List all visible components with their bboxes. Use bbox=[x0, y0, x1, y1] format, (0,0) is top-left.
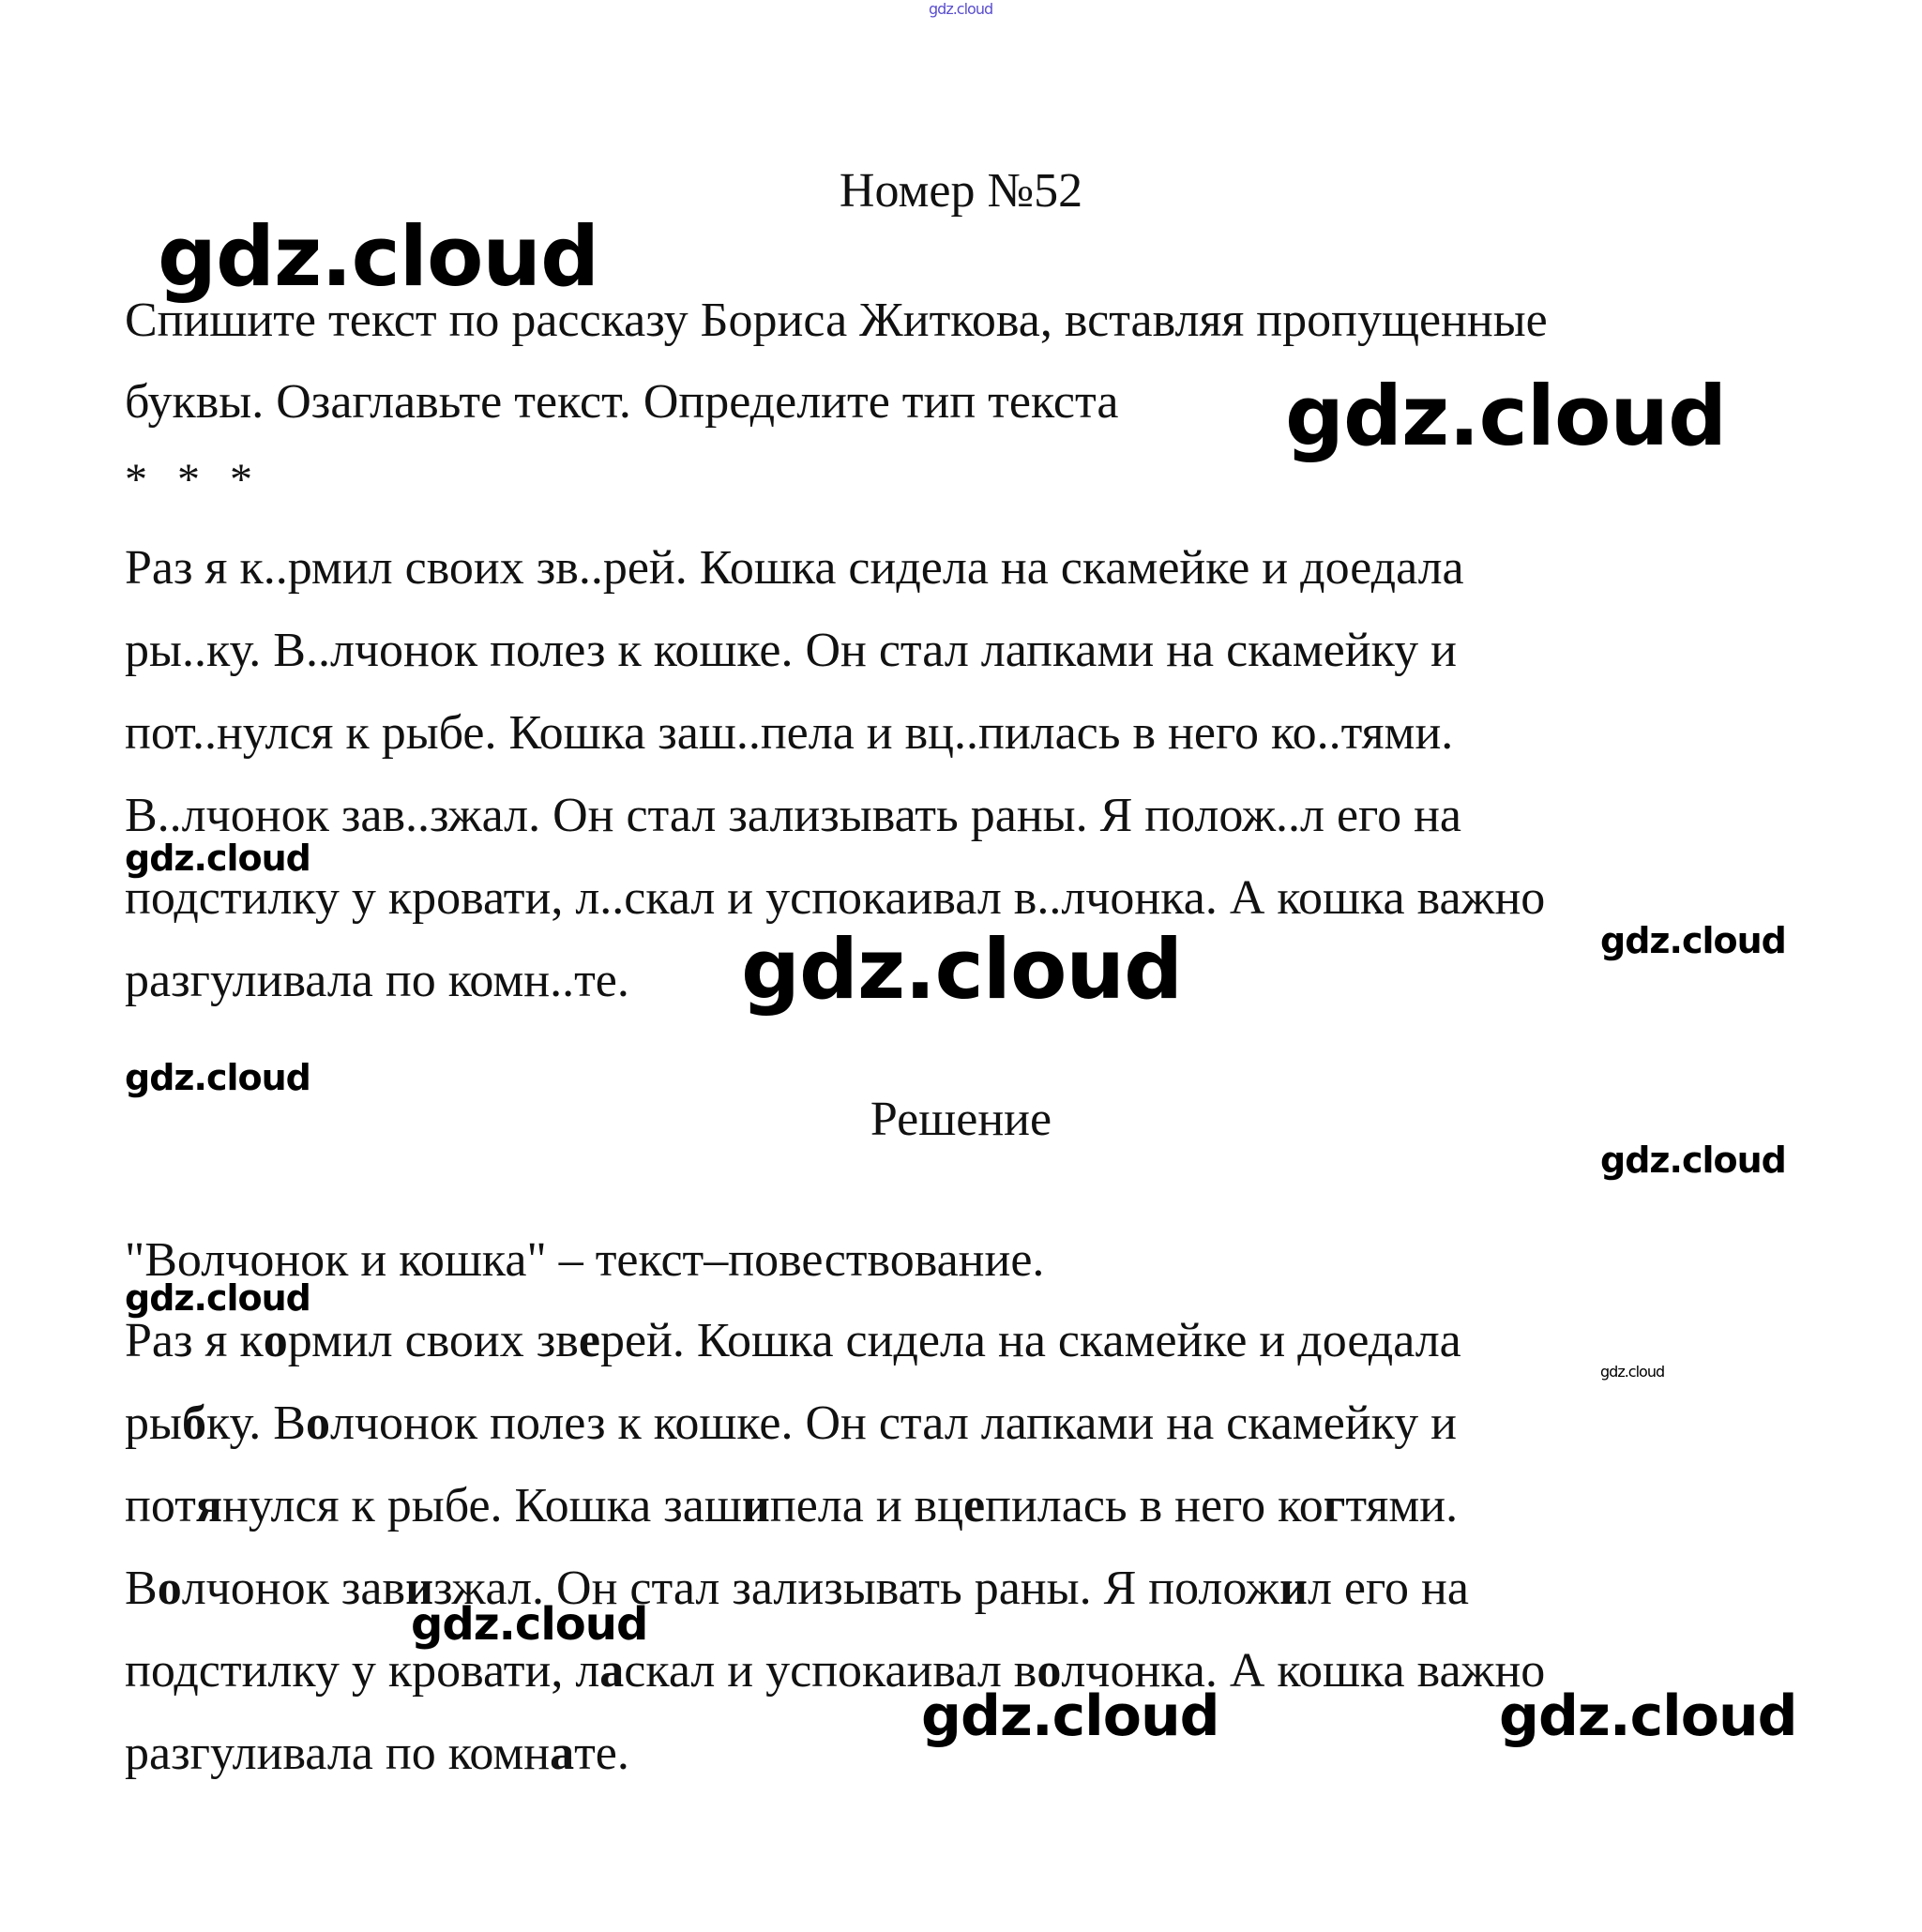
solution-text: ку. В bbox=[205, 1396, 306, 1450]
solution-line bbox=[125, 1396, 1457, 1450]
watermark: gdz.cloud bbox=[125, 838, 310, 879]
solution-text: л его на bbox=[1307, 1562, 1469, 1615]
solution-line bbox=[125, 1564, 1469, 1613]
inserted-letter: о bbox=[305, 1396, 330, 1450]
solution-text: зжал. Он стал зализывать раны. Я полож bbox=[433, 1562, 1279, 1615]
solution-line bbox=[125, 1644, 1546, 1698]
watermark: gdz.cloud bbox=[921, 1683, 1219, 1749]
solution-text: лчонок зав bbox=[181, 1562, 406, 1615]
task-line: В..лчонок зав..зжал. Он стал зализывать раны. Я полож..л его на bbox=[125, 789, 1461, 842]
watermark: gdz.cloud bbox=[1600, 920, 1786, 961]
solution-text: пела и вц bbox=[769, 1479, 964, 1532]
watermark: gdz.cloud bbox=[125, 1277, 310, 1319]
inserted-letter: и bbox=[741, 1479, 770, 1532]
task-line: Раз я к..рмил своих зв..рей. Кошка сидела на скамейке и доедала bbox=[125, 541, 1464, 595]
inserted-letter: а bbox=[599, 1644, 625, 1698]
inserted-letter: о bbox=[263, 1314, 288, 1367]
answer-title: "Волчонок и кошка" – текст–повествование. bbox=[125, 1233, 1045, 1287]
watermark: gdz.cloud bbox=[158, 208, 599, 305]
instruction-line-1: Спишите текст по рассказу Бориса Житкова, вставляя пропущенные bbox=[125, 294, 1548, 347]
inserted-letter: о bbox=[157, 1562, 182, 1615]
solution-text: пилась в него ко bbox=[985, 1479, 1324, 1532]
watermark-top: gdz.cloud bbox=[929, 0, 993, 18]
inserted-letter: и bbox=[1279, 1562, 1308, 1615]
page-title: Номер №52 bbox=[839, 164, 1083, 218]
solution-heading: Решение bbox=[870, 1093, 1052, 1146]
inserted-letter: и bbox=[405, 1562, 434, 1615]
solution-text: разгуливала по комн bbox=[125, 1727, 551, 1780]
watermark: gdz.cloud bbox=[1499, 1683, 1797, 1749]
watermark: gdz.cloud bbox=[1600, 1140, 1786, 1181]
instruction-line-2: буквы. Озаглавьте текст. Определите тип текста bbox=[125, 375, 1119, 429]
inserted-letter: е bbox=[963, 1479, 986, 1532]
solution-text: рмил своих зв bbox=[287, 1314, 579, 1367]
solution-text: подстилку у кровати, л bbox=[125, 1644, 600, 1698]
solution-line bbox=[125, 1479, 1459, 1532]
watermark: gdz.cloud bbox=[125, 1057, 310, 1098]
inserted-letter: о bbox=[1037, 1644, 1062, 1698]
solution-text: скал и успокаивал в bbox=[624, 1644, 1037, 1698]
inserted-letter: я bbox=[195, 1479, 223, 1532]
solution-line bbox=[125, 1729, 629, 1778]
solution-text: лчонок полез к кошке. Он стал лапками на скамейку и bbox=[329, 1396, 1457, 1450]
task-line: разгуливала по комн..те. bbox=[125, 954, 629, 1007]
solution-text: тями. bbox=[1345, 1479, 1459, 1532]
solution-text: В bbox=[125, 1562, 158, 1615]
inserted-letter: е bbox=[578, 1314, 600, 1367]
task-line: подстилку у кровати, л..скал и успокаивал в..лчонка. А кошка важно bbox=[125, 871, 1546, 925]
inserted-letter: г bbox=[1323, 1479, 1346, 1532]
solution-text: те. bbox=[574, 1727, 629, 1780]
solution-text: пот bbox=[125, 1479, 196, 1532]
inserted-letter: б bbox=[181, 1396, 206, 1450]
task-line: пот..нулся к рыбе. Кошка заш..пела и вц..пилась в него ко..тями. bbox=[125, 706, 1454, 760]
solution-line bbox=[125, 1314, 1461, 1367]
watermark: gdz.cloud bbox=[1285, 368, 1727, 464]
solution-text: Раз я к bbox=[125, 1314, 264, 1367]
separator-stars: * * * bbox=[125, 455, 262, 505]
watermark: gdz.cloud bbox=[1600, 1363, 1665, 1381]
solution-text: рей. Кошка сидела на скамейке и доедала bbox=[599, 1314, 1461, 1367]
watermark: gdz.cloud bbox=[411, 1598, 648, 1651]
solution-text: ры bbox=[125, 1396, 182, 1450]
solution-text: лчонка. А кошка важно bbox=[1061, 1644, 1546, 1698]
inserted-letter: а bbox=[550, 1727, 575, 1780]
task-line: ры..ку. В..лчонок полез к кошке. Он стал лапками на скамейку и bbox=[125, 624, 1457, 677]
solution-text: нулся к рыбе. Кошка заш bbox=[222, 1479, 742, 1532]
watermark: gdz.cloud bbox=[741, 921, 1183, 1018]
